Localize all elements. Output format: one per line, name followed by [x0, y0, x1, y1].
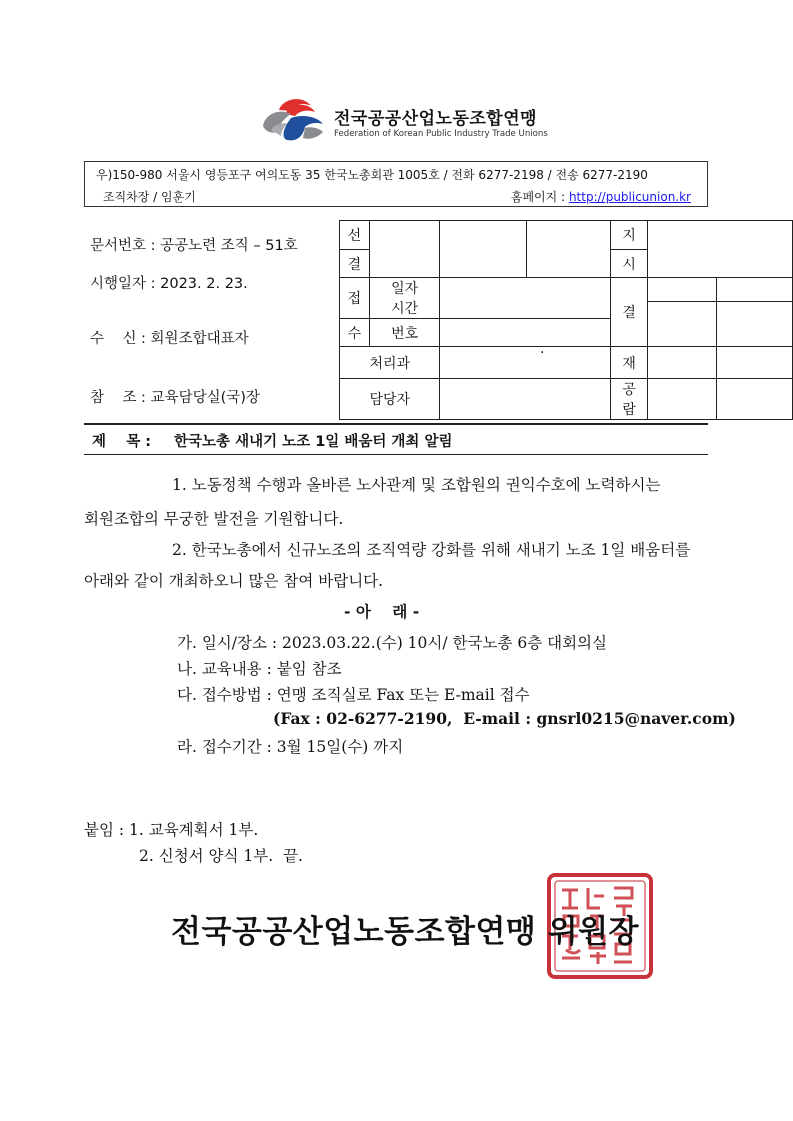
address-line: 우)150-980 서울시 영등포구 여의도동 35 한국노총회관 1005호 / 전화 6277-2198 / 전송 6277-2190: [96, 168, 648, 182]
subject-text: 한국노총 새내기 노조 1일 배움터 개최 알림: [174, 434, 453, 450]
org-name-en: Federation of Korean Public Industry Trade Unions: [334, 129, 548, 139]
person-in-charge-label: 담당자: [340, 379, 440, 420]
number-slot: [440, 319, 611, 347]
item-ga: 가. 일시/장소 : 2023.03.22.(수) 10시/ 한국노총 6층 대회의실: [177, 634, 608, 652]
gyeol2-cell: 결: [611, 278, 648, 347]
su-cell: 수: [340, 319, 370, 347]
reference: 참 조 : 교육담당실(국)장: [90, 390, 260, 406]
paragraph-1-line-1: 1. 노동정책 수행과 올바른 노사관계 및 조합원의 권익수호에 노력하시는: [172, 476, 661, 494]
sign-slot: [648, 302, 717, 347]
date-time-slot: [440, 278, 611, 319]
below-heading: - 아 래 -: [344, 603, 420, 621]
attachment-2: 2. 신청서 양식 1부. 끝.: [139, 847, 303, 865]
sign-slot: [716, 302, 792, 347]
approval-table: [339, 220, 793, 420]
homepage-line: [511, 188, 691, 205]
approval-slot: [526, 221, 610, 278]
sign-slot: [648, 379, 717, 420]
manager-line: 조직차장 / 임훈기: [103, 190, 196, 204]
paragraph-2-line-1: 2. 한국노총에서 신규노조의 조직역량 강화를 위해 새내기 노조 1일 배움터를: [172, 541, 691, 559]
org-name-ko: 전국공공산업노동조합연맹: [334, 109, 538, 129]
subject-bar: [84, 423, 708, 455]
item-ra: 라. 접수기간 : 3월 15일(수) 까지: [177, 738, 404, 756]
approval-slot: [369, 221, 440, 278]
recipient: 수 신 : 회원조합대표자: [90, 331, 249, 347]
jeop-cell: 접: [340, 278, 370, 319]
sign-slot: [648, 278, 717, 302]
approval-slot: [440, 221, 526, 278]
subject-label: 제 목 :: [92, 434, 152, 450]
item-na: 나. 교육내용 : 붙임 참조: [177, 660, 342, 678]
date-time-label: [369, 278, 440, 319]
homepage-label: 홈페이지 :: [510, 190, 566, 204]
ram-char: 람: [622, 402, 636, 418]
processing-dept-label: 처리과: [340, 347, 440, 379]
contact-details: (Fax : 02-6277-2190, E-mail : gnsrl0215@naver.com): [273, 709, 736, 728]
item-da: 다. 접수방법 : 연맹 조직실로 Fax 또는 E-mail 접수: [177, 686, 530, 704]
ji-cell: 지: [611, 221, 648, 250]
si-cell: 시: [611, 250, 648, 278]
doc-number: 문서번호 : 공공노련 조직 – 51호: [90, 238, 298, 254]
sign-slot: [716, 379, 792, 420]
paragraph-2-line-2: 아래와 같이 개최하오니 많은 참여 바랍니다.: [84, 572, 384, 590]
attachment-1: 붙임 : 1. 교육계획서 1부.: [84, 821, 259, 839]
gongram-cell: [611, 379, 648, 420]
processing-dept-slot: [440, 347, 611, 379]
contact-info-box: [84, 161, 708, 207]
middle-dot: ·: [540, 345, 545, 361]
issue-date: 시행일자 : 2023. 2. 23.: [90, 276, 248, 292]
sign-slot: [716, 347, 792, 379]
seon-cell: 선: [340, 221, 370, 250]
date-label: 일자: [391, 281, 419, 297]
time-label: 시간: [391, 301, 419, 317]
union-logo-icon: [257, 96, 329, 148]
jae-cell: 재: [611, 347, 648, 379]
homepage-link[interactable]: http://publicunion.kr: [568, 190, 691, 204]
gong-char: 공: [622, 382, 636, 398]
signature-line: 전국공공산업노동조합연맹 위원장: [171, 914, 639, 950]
number-label: 번호: [369, 319, 440, 347]
sign-slot: [716, 278, 792, 302]
directive-slot: [648, 221, 793, 278]
gyeol-cell: 결: [340, 250, 370, 278]
paragraph-1-line-2: 회원조합의 무궁한 발전을 기원합니다.: [84, 510, 344, 528]
person-in-charge-slot: [440, 379, 611, 420]
sign-slot: [648, 347, 717, 379]
